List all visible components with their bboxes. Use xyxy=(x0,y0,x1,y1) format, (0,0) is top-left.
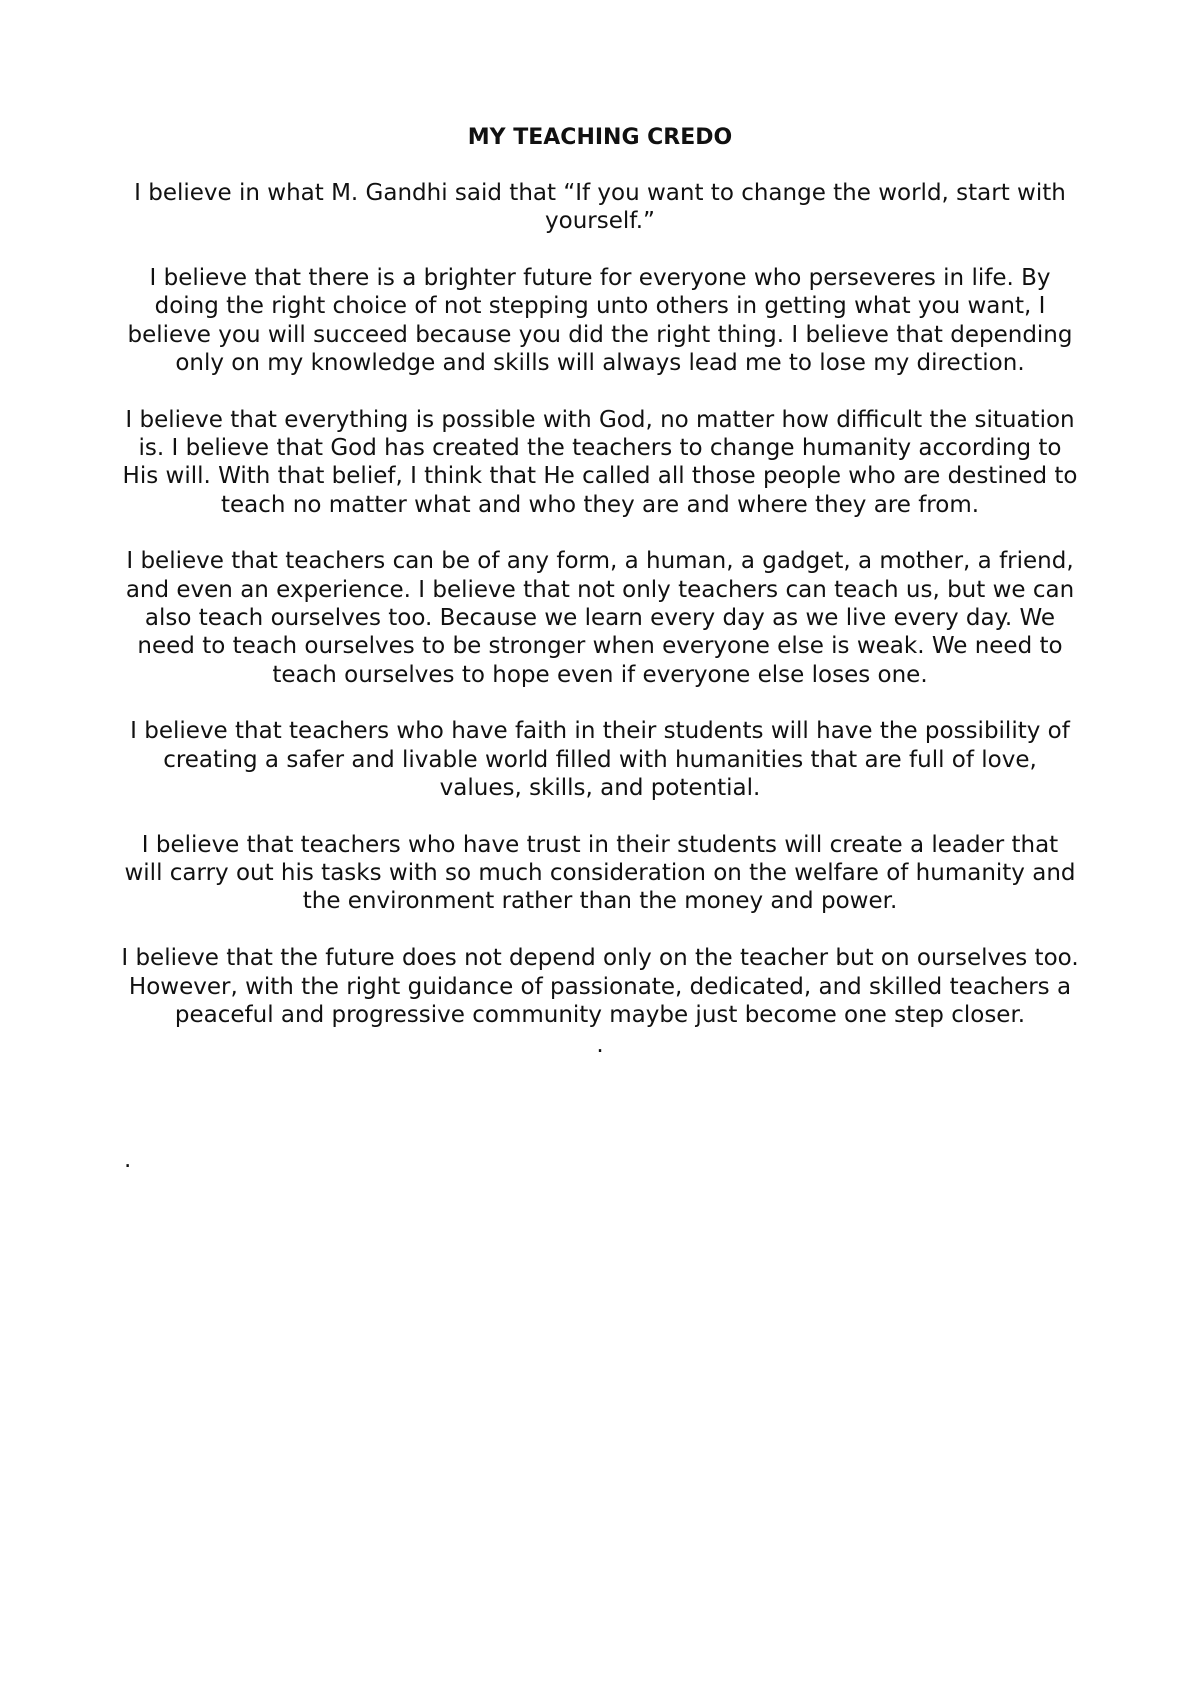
trailing-dot-center: . xyxy=(596,1031,604,1058)
document-body xyxy=(120,124,1080,1059)
paragraph-gandhi-quote: I believe in what M. Gandhi said that “If you want to change the world, start with yourself.” xyxy=(134,180,1066,235)
paragraph-trust-in-students: I believe that teachers who have trust in their students will create a leader that will carry out his tasks with so much consideration on the welfare of humanity and the environment rather than the money and power. xyxy=(124,831,1076,915)
paragraph-future: I believe that the future does not depend only on the teacher but on ourselves too. However, with the right guidance of passionate, dedicated, and skilled teachers a peaceful and progressive community maybe just become one step closer. xyxy=(121,945,1079,1028)
trailing-dot-left: . xyxy=(124,1147,132,1173)
paragraph-faith-in-students: I believe that teachers who have faith in their students will have the possibility of creating a safer and livable world filled with humanities that are full of love, values, skills, and potential. xyxy=(130,718,1070,802)
page-title: MY TEACHING CREDO xyxy=(467,125,733,150)
paragraph-possible-with-god: I believe that everything is possible with God, no matter how difficult the situation is. I believe that God has created the teachers to change humanity according to His will. With that belief, I think that He called all those people who are destined to teach no matter what and who they are and where they are from. xyxy=(122,406,1078,518)
paragraph-teachers-any-form: I believe that teachers can be of any form, a human, a gadget, a mother, a friend, and even an experience. I believe that not only teachers can teach us, but we can also teach ourselves too. Because we learn every day as we live every day. We need to teach ourselves to be stronger when everyone else is weak. We need to teach ourselves to hope even if everyone else loses one. xyxy=(125,548,1075,688)
paragraph-brighter-future: I believe that there is a brighter future for everyone who perseveres in life. By doing the right choice of not stepping unto others in getting what you want, I believe you will succeed because you did the right thing. I believe that depending only on my knowledge and skills will always lead me to lose my direction. xyxy=(127,265,1073,376)
